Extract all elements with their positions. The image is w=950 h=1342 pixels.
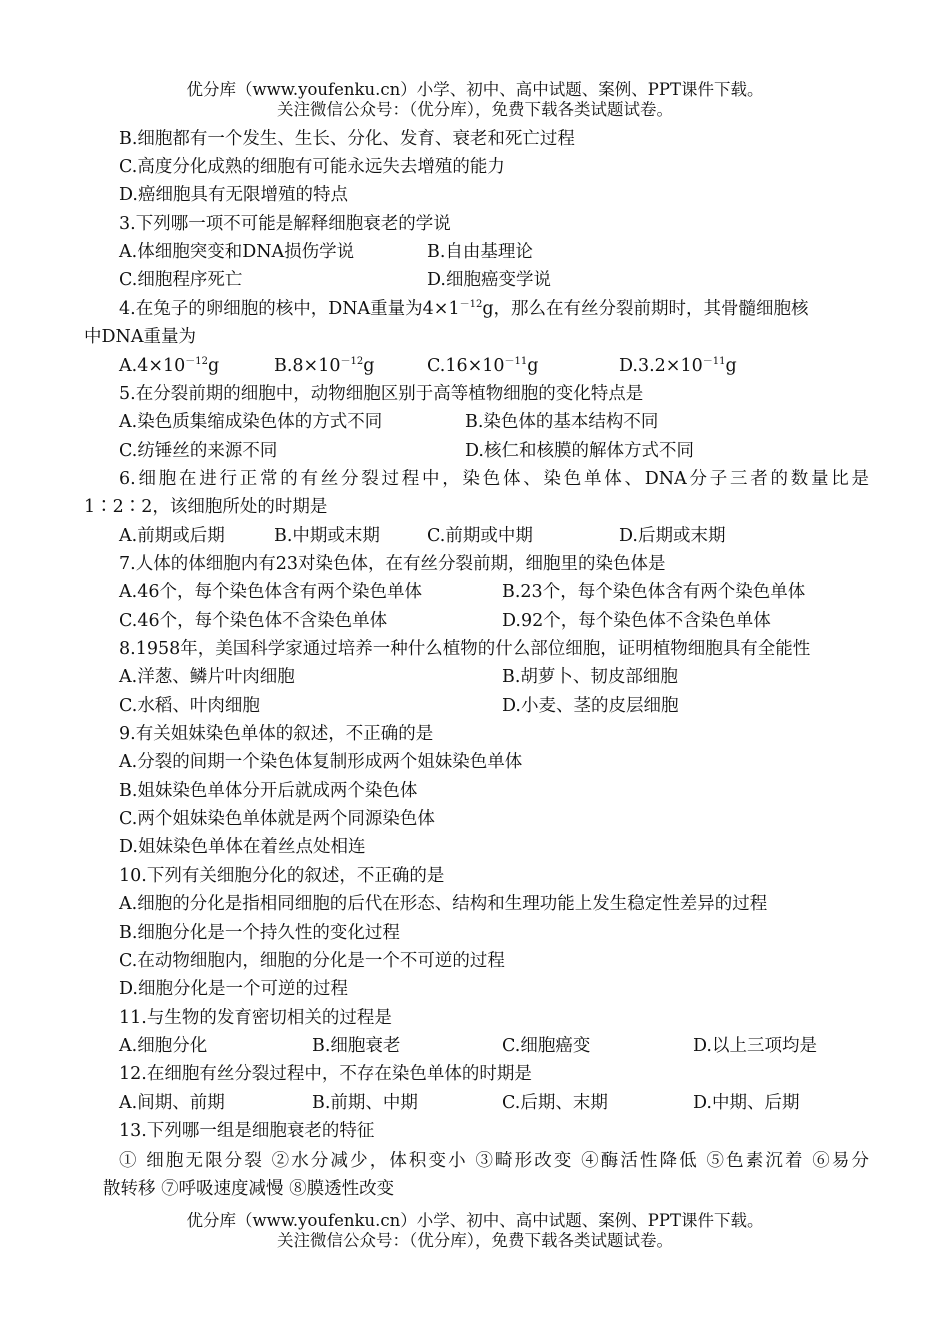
- q4-d-exponent: －11: [702, 356, 726, 367]
- q5-option-d: D.核仁和核膜的解体方式不同: [465, 441, 694, 461]
- q2-option-d: D.癌细胞具有无限增殖的特点: [119, 185, 348, 205]
- q9-option-b: B.姐妹染色单体分开后就成两个染色体: [119, 781, 418, 801]
- q11-option-a: A.细胞分化: [119, 1036, 208, 1056]
- q5-option-c: C.纺锤丝的来源不同: [119, 441, 278, 461]
- q4-a-base: A.4×10: [119, 356, 186, 376]
- q4-option-a: [119, 355, 219, 377]
- q12-option-b: B.前期、中期: [312, 1093, 418, 1113]
- q4-stem-part-1: 4.在兔子的卵细胞的核中，DNA重量为4×1: [119, 299, 460, 319]
- q13-items-line-2: 散转移 ⑦呼吸速度减慢 ⑧膜透性改变: [103, 1179, 395, 1199]
- q4-stem-line-1: [119, 298, 809, 320]
- header-line-1: 优分库（www.youfenku.cn）小学、初中、高中试题、案例、PPT课件下载。: [186, 80, 764, 99]
- q8-option-c: C.水稻、叶肉细胞: [119, 696, 260, 716]
- q11-option-d: D.以上三项均是: [693, 1036, 817, 1056]
- q8-option-b: B.胡萝卜、韧皮部细胞: [502, 667, 678, 687]
- q3-stem: 3.下列哪一项不可能是解释细胞衰老的学说: [119, 214, 451, 234]
- q8-option-a: A.洋葱、鳞片叶肉细胞: [119, 667, 295, 687]
- q10-option-a: A.细胞的分化是指相同细胞的后代在形态、结构和生理功能上发生稳定性差异的过程: [119, 894, 768, 914]
- q2-option-b: B.细胞都有一个发生、生长、分化、发育、衰老和死亡过程: [119, 129, 575, 149]
- q10-stem: 10.下列有关细胞分化的叙述，不正确的是: [119, 866, 445, 886]
- q7-option-b: B.23个，每个染色体含有两个染色单体: [502, 582, 806, 602]
- q4-b-exponent: －12: [340, 356, 364, 367]
- q3-option-b: B.自由基理论: [427, 242, 533, 262]
- q4-c-exponent: －11: [504, 356, 528, 367]
- q4-stem-line-2: 中DNA重量为: [84, 327, 196, 347]
- q10-option-d: D.细胞分化是一个可逆的过程: [119, 979, 348, 999]
- q3-option-c: C.细胞程序死亡: [119, 270, 243, 290]
- q13-stem: 13.下列哪一组是细胞衰老的特征: [119, 1121, 375, 1141]
- q5-stem: 5.在分裂前期的细胞中，动物细胞区别于高等植物细胞的变化特点是: [119, 384, 644, 404]
- q4-stem-part-2: g，那么在有丝分裂前期时，其骨髓细胞核: [482, 299, 809, 319]
- q6-stem-line-2: 1∶2∶2，该细胞所处的时期是: [84, 497, 328, 517]
- q12-option-c: C.后期、末期: [502, 1093, 608, 1113]
- q4-a-exponent: －12: [185, 356, 209, 367]
- q4-b-unit: g: [363, 356, 375, 376]
- q4-option-d: [619, 355, 737, 377]
- q11-option-b: B.细胞衰老: [312, 1036, 401, 1056]
- q6-option-c: C.前期或中期: [427, 526, 533, 546]
- q9-option-d: D.姐妹染色单体在着丝点处相连: [119, 837, 366, 857]
- q4-d-unit: g: [725, 356, 737, 376]
- q9-option-a: A.分裂的间期一个染色体复制形成两个姐妹染色单体: [119, 752, 523, 772]
- q6-option-a: A.前期或后期: [119, 526, 225, 546]
- q8-option-d: D.小麦、茎的皮层细胞: [502, 696, 679, 716]
- footer-line-1: 优分库（www.youfenku.cn）小学、初中、高中试题、案例、PPT课件下载。: [186, 1211, 764, 1230]
- q10-option-c: C.在动物细胞内，细胞的分化是一个不可逆的过程: [119, 951, 505, 971]
- q4-option-b: [274, 355, 374, 377]
- q5-option-b: B.染色体的基本结构不同: [465, 412, 659, 432]
- q3-option-a: A.体细胞突变和DNA损伤学说: [119, 242, 355, 262]
- q11-stem: 11.与生物的发育密切相关的过程是: [119, 1008, 392, 1028]
- q13-items-line-1: ① 细胞无限分裂 ②水分减少，体积变小 ③畸形改变 ④酶活性降低 ⑤色素沉着 ⑥易分: [119, 1151, 869, 1171]
- q4-a-unit: g: [208, 356, 220, 376]
- q12-option-a: A.间期、前期: [119, 1093, 225, 1113]
- q4-stem-exponent: －12: [459, 299, 483, 310]
- q9-option-c: C.两个姐妹染色单体就是两个同源染色体: [119, 809, 435, 829]
- q7-stem: 7.人体的体细胞内有23对染色体，在有丝分裂前期，细胞里的染色体是: [119, 554, 666, 574]
- q8-stem: 8.1958年，美国科学家通过培养一种什么植物的什么部位细胞，证明植物细胞具有全能性: [119, 639, 811, 659]
- q9-stem: 9.有关姐妹染色单体的叙述，不正确的是: [119, 724, 434, 744]
- q3-option-d: D.细胞癌变学说: [427, 270, 551, 290]
- q12-option-d: D.中期、后期: [693, 1093, 800, 1113]
- q4-c-base: C.16×10: [427, 356, 505, 376]
- q6-option-d: D.后期或末期: [619, 526, 726, 546]
- q6-stem-line-1: 6.细胞在进行正常的有丝分裂过程中，染色体、染色单体、DNA分子三者的数量比是: [119, 469, 869, 489]
- footer-line-2: 关注微信公众号：（优分库），免费下载各类试题试卷。: [277, 1231, 673, 1250]
- q4-option-c: [427, 355, 538, 377]
- q10-option-b: B.细胞分化是一个持久性的变化过程: [119, 923, 400, 943]
- q4-b-base: B.8×10: [274, 356, 341, 376]
- q12-stem: 12.在细胞有丝分裂过程中，不存在染色单体的时期是: [119, 1064, 532, 1084]
- q6-option-b: B.中期或末期: [274, 526, 380, 546]
- q4-d-base: D.3.2×10: [619, 356, 703, 376]
- header-line-2: 关注微信公众号：（优分库），免费下载各类试题试卷。: [277, 100, 673, 119]
- q7-option-a: A.46个，每个染色体含有两个染色单体: [119, 582, 422, 602]
- q11-option-c: C.细胞癌变: [502, 1036, 591, 1056]
- q2-option-c: C.高度分化成熟的细胞有可能永远失去增殖的能力: [119, 157, 505, 177]
- q7-option-c: C.46个，每个染色体不含染色单体: [119, 611, 388, 631]
- q4-c-unit: g: [527, 356, 539, 376]
- q5-option-a: A.染色质集缩成染色体的方式不同: [119, 412, 383, 432]
- q7-option-d: D.92个，每个染色体不含染色单体: [502, 611, 771, 631]
